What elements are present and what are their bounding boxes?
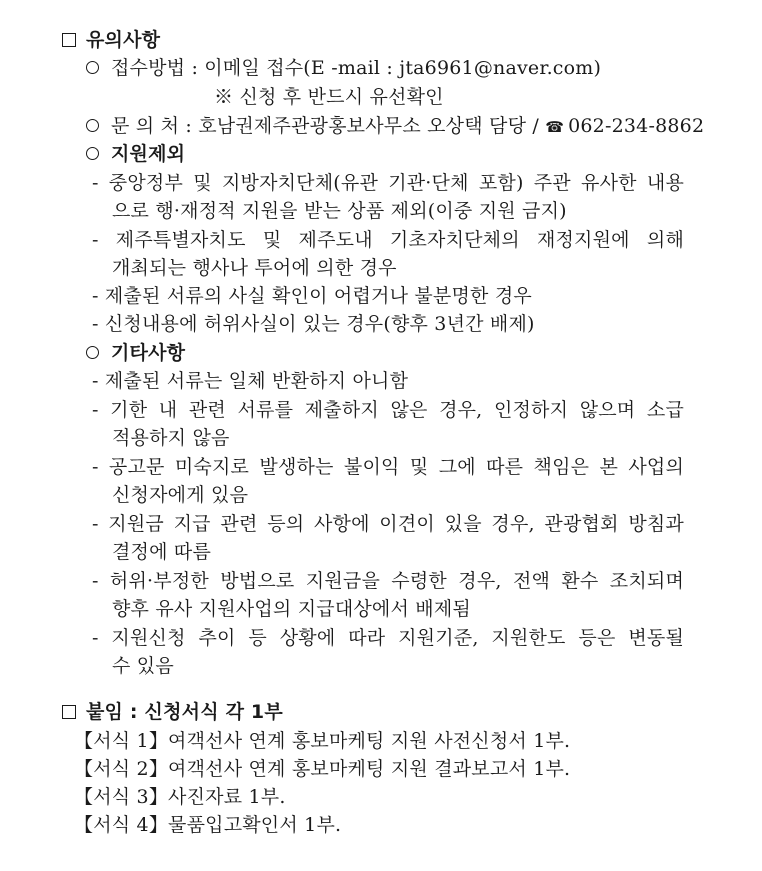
- other-item-4-line-1: - 지원금 지급 관련 등의 사항에 이견이 있을 경우, 관광협회 방침과: [92, 513, 684, 535]
- circle-bullet-icon: [86, 346, 99, 359]
- other-item-3-line-1: - 공고문 미숙지로 발생하는 불이익 및 그에 따른 책임은 본 사업의: [92, 456, 684, 478]
- phone-icon: ☎: [545, 118, 565, 136]
- phone-number: 062-234-8862: [568, 115, 705, 137]
- other-item-5-line-1: - 허위·부정한 방법으로 지원금을 수령한 경우, 전액 환수 조치되며: [92, 570, 684, 592]
- section-heading-notes: [62, 27, 160, 53]
- exclusion-item-1-line-1: - 중앙정부 및 지방자치단체(유관 기관·단체 포함) 주관 유사한 내용: [92, 172, 684, 194]
- other-item-2-line-2: 적용하지 않음: [112, 427, 230, 449]
- contact-text: 문 의 처 : 호남권제주관광홍보사무소 오상택 담당 /: [111, 115, 539, 137]
- attachment-form-1: 【서식 1】여객선사 연계 홍보마케팅 지원 사전신청서 1부.: [74, 730, 571, 752]
- contact-info: [86, 113, 704, 140]
- other-heading: [86, 340, 185, 366]
- other-item-5-line-2: 향후 유사 지원사업의 지급대상에서 배제됨: [112, 598, 471, 620]
- other-item-4-line-2: 결정에 따름: [112, 541, 212, 563]
- attachment-form-3: 【서식 3】사진자료 1부.: [74, 786, 286, 808]
- submission-note: ※ 신청 후 반드시 유선확인: [214, 86, 444, 108]
- other-item-3-line-2: 신청자에게 있음: [112, 484, 249, 506]
- exclusion-item-2-line-2: 개최되는 행사나 투어에 의한 경우: [112, 257, 397, 279]
- submission-method-text: 접수방법 : 이메일 접수(E -mail : jta6961@naver.com): [111, 57, 602, 79]
- circle-bullet-icon: [86, 147, 99, 160]
- other-item-6-line-1: - 지원신청 추이 등 상황에 따라 지원기준, 지원한도 등은 변동될: [92, 627, 684, 649]
- heading-text: 지원제외: [111, 143, 186, 165]
- other-item-2-line-1: - 기한 내 관련 서류를 제출하지 않은 경우, 인정하지 않으며 소급: [92, 399, 684, 421]
- exclusion-item-2-line-1: - 제주특별자치도 및 제주도내 기초자치단체의 재정지원에 의해: [92, 229, 684, 251]
- exclusion-heading: [86, 141, 185, 167]
- other-item-6-line-2: 수 있음: [112, 655, 174, 677]
- checkbox-square-icon: [62, 705, 76, 719]
- attachment-form-2: 【서식 2】여객선사 연계 홍보마케팅 지원 결과보고서 1부.: [74, 758, 571, 780]
- attachment-form-4: 【서식 4】물품입고확인서 1부.: [74, 814, 342, 836]
- circle-bullet-icon: [86, 61, 99, 74]
- exclusion-item-3: - 제출된 서류의 사실 확인이 어렵거나 불분명한 경우: [92, 285, 532, 307]
- exclusion-item-1-line-2: 으로 행·재정적 지원을 받는 상품 제외(이중 지원 금지): [112, 200, 567, 222]
- heading-text: 유의사항: [86, 29, 161, 51]
- other-item-1: - 제출된 서류는 일체 반환하지 아니함: [92, 370, 409, 392]
- exclusion-item-4: - 신청내용에 허위사실이 있는 경우(향후 3년간 배제): [92, 313, 535, 335]
- circle-bullet-icon: [86, 119, 99, 132]
- section-heading-attachments: [62, 699, 283, 725]
- heading-text: 붙임 : 신청서식 각 1부: [86, 701, 283, 723]
- submission-method: [86, 55, 601, 81]
- checkbox-square-icon: [62, 33, 76, 47]
- heading-text: 기타사항: [111, 342, 186, 364]
